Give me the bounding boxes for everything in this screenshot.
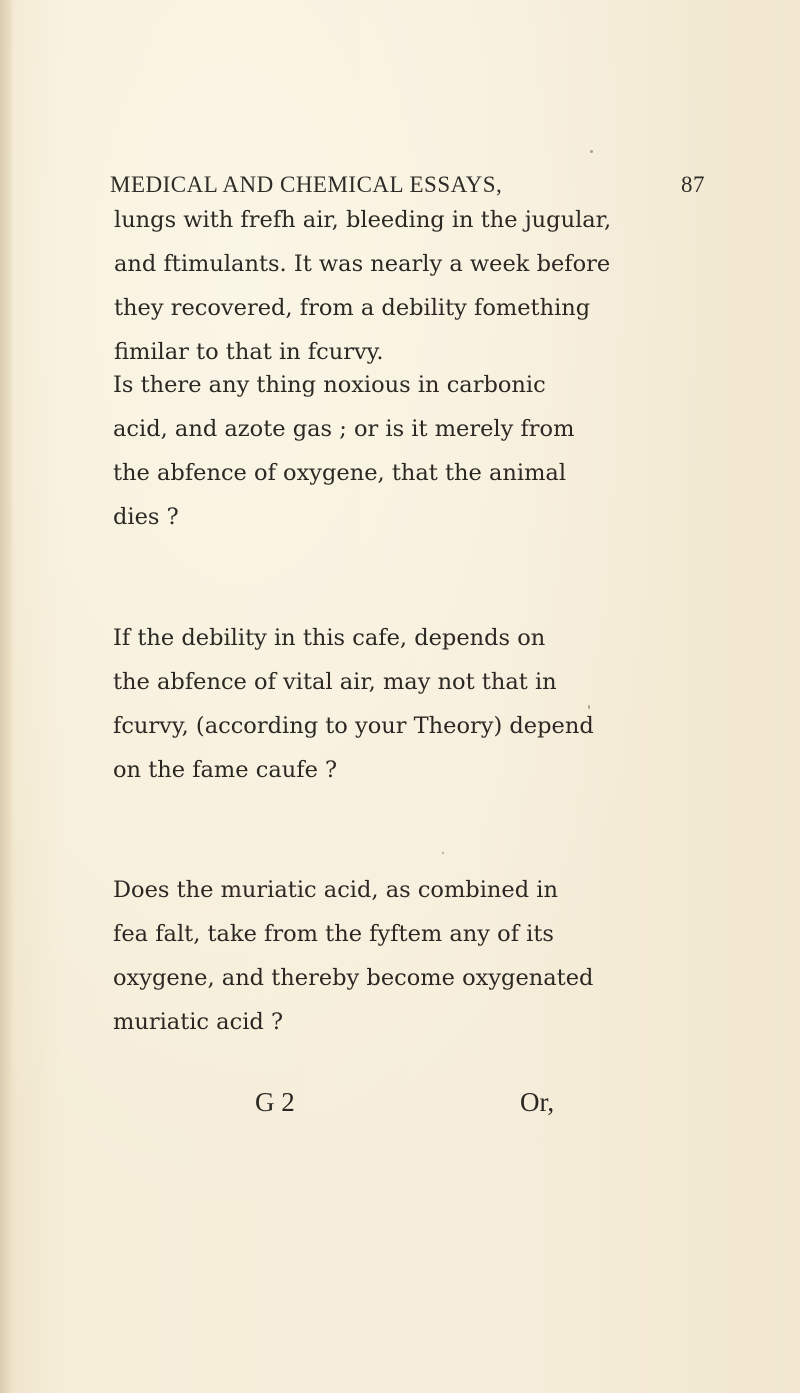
text-line: on the fame caufe ? — [113, 757, 338, 783]
ink-fleck — [442, 852, 444, 854]
text-line: lungs with frefh air, bleeding in the jugular, — [114, 207, 612, 233]
page-number: 87 — [681, 172, 705, 197]
ink-fleck — [590, 150, 593, 153]
text-line: fea falt, take from the fyftem any of its — [113, 921, 554, 947]
page-gutter — [0, 0, 14, 1393]
text-line: fcurvy, (according to your Theory) depend — [113, 713, 594, 739]
text-line: the abfence of vital air, may not that in — [113, 669, 557, 695]
header-title: MEDICAL AND CHEMICAL ESSAYS, — [110, 172, 503, 197]
text-line: If the debility in this cafe, depends on — [113, 625, 546, 651]
running-header — [110, 172, 710, 198]
paragraph — [114, 198, 614, 374]
text-line: Does the muriatic acid, as combined in — [113, 877, 558, 903]
text-line: they recovered, from a debility fomething — [114, 295, 591, 321]
paragraph — [113, 363, 613, 539]
signature-mark: G 2 — [255, 1087, 295, 1117]
text-line: muriatic acid ? — [113, 1009, 284, 1035]
paragraph — [113, 616, 613, 792]
text-line: oxygene, and thereby become oxygenated — [113, 965, 594, 991]
text-line: the abfence of oxygene, that the animal — [113, 460, 567, 486]
text-line: Is there any thing noxious in carbonic — [113, 372, 546, 398]
paragraph — [113, 868, 613, 1044]
text-line: fimilar to that in fcurvy. — [114, 339, 384, 365]
text-line: acid, and azote gas ; or is it merely from — [113, 416, 575, 442]
text-line: dies ? — [113, 504, 179, 530]
text-line: and ftimulants. It was nearly a week before — [114, 251, 611, 277]
catchword: Or, — [520, 1087, 555, 1117]
